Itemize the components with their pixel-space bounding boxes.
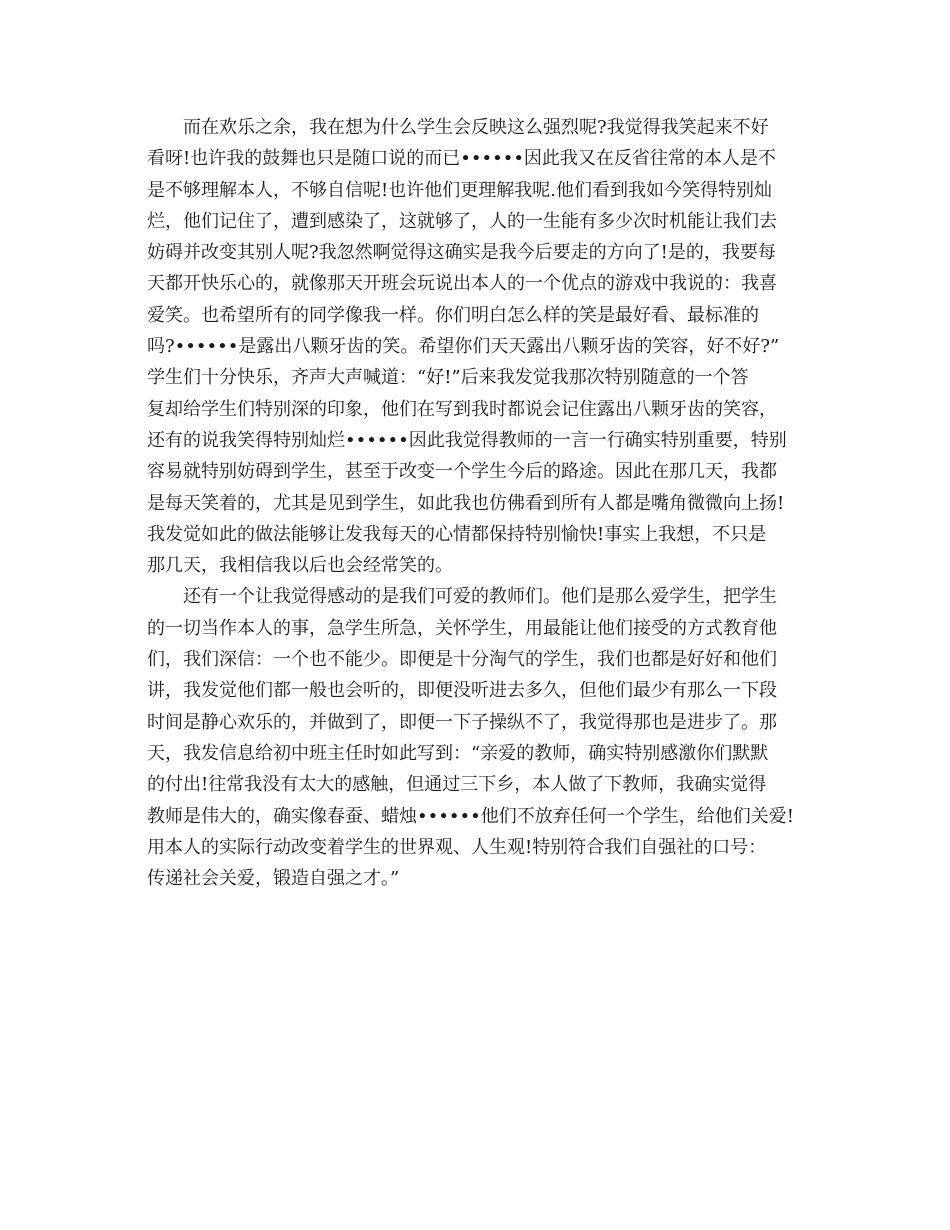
text-line: 教师是伟大的，确实像春蚕、蜡烛••••••他们不放弃任何一个学生，给他们关爱! — [147, 805, 794, 827]
text-line: 而在欢乐之余，我在想为什么学生会反映这么强烈呢?我觉得我笑起来不好 — [183, 117, 769, 138]
text-line: 们，我们深信：一个也不能少。即便是十分淘气的学生，我们也都是好好和他们 — [147, 649, 777, 671]
text-line: 复却给学生们特别深的印象，他们在写到我时都说会记住露出八颗牙齿的笑容， — [147, 398, 777, 420]
body-text — [147, 112, 812, 894]
text-line: 妨碍并改变其别人呢?我忽然啊觉得这确实是我今后要走的方向了!是的，我要每 — [147, 242, 776, 264]
text-line: 的付出!往常我没有太大的感触，但通过三下乡，本人做了下教师，我确实觉得 — [147, 774, 767, 796]
text-line: 看呀!也许我的鼓舞也只是随口说的而已••••••因此我又在反省往常的本人是不 — [147, 148, 776, 170]
text-line: 的一切当作本人的事，急学生所急，关怀学生，用最能让他们接受的方式教育他 — [147, 617, 777, 639]
text-line: 是每天笑着的，尤其是见到学生，如此我也仿佛看到所有人都是嘴角微微向上扬! — [147, 492, 785, 514]
text-line: 那几天，我相信我以后也会经常笑的。 — [147, 555, 453, 577]
text-line: 用本人的实际行动改变着学生的世界观、人生观!特别符合我们自强社的口号： — [147, 836, 767, 858]
text-line: 吗?••••••是露出八颗牙齿的笑。希望你们天天露出八颗牙齿的笑容，好不好?” — [147, 336, 780, 358]
text-line: 学生们十分快乐，齐声大声喊道：“好!”后来我发觉我那次特别随意的一个答 — [147, 367, 749, 389]
text-line: 烂，他们记住了，遭到感染了，这就够了，人的一生能有多少次时机能让我们去 — [147, 210, 777, 232]
text-line: 讲，我发觉他们都一般也会听的，即便没听进去多久，但他们最少有那么一下段 — [147, 680, 777, 702]
text-line: 容易就特别妨碍到学生，甚至于改变一个学生今后的路途。因此在那几天，我都 — [147, 461, 777, 483]
text-line: 还有一个让我觉得感动的是我们可爱的教师们。他们是那么爱学生，把学生 — [183, 586, 777, 608]
text-line: 传递社会关爱，锻造自强之才。” — [147, 868, 400, 890]
text-line: 我发觉如此的做法能够让发我每天的心情都保持特别愉快!事实上我想，不只是 — [147, 523, 767, 545]
text-line: 时间是静心欢乐的，并做到了，即便一下子操纵不了，我觉得那也是进步了。那 — [147, 711, 777, 733]
text-line: 爱笑。也希望所有的同学像我一样。你们明白怎么样的笑是最好看、最标准的 — [147, 304, 759, 326]
text-line: 还有的说我笑得特别灿烂••••••因此我觉得教师的一言一行确实特别重要，特别 — [147, 429, 787, 451]
text-line: 是不够理解本人，不够自信呢!也许他们更理解我呢.他们看到我如今笑得特别灿 — [147, 179, 772, 201]
paragraph-1 — [147, 112, 812, 581]
text-line: 天都开快乐心的，就像那天开班会玩说出本人的一个优点的游戏中我说的：我喜 — [147, 273, 777, 295]
paragraph-2 — [147, 581, 812, 894]
text-line: 天，我发信息给初中班主任时如此写到：“亲爱的教师，确实特别感激你们默默 — [147, 742, 769, 764]
